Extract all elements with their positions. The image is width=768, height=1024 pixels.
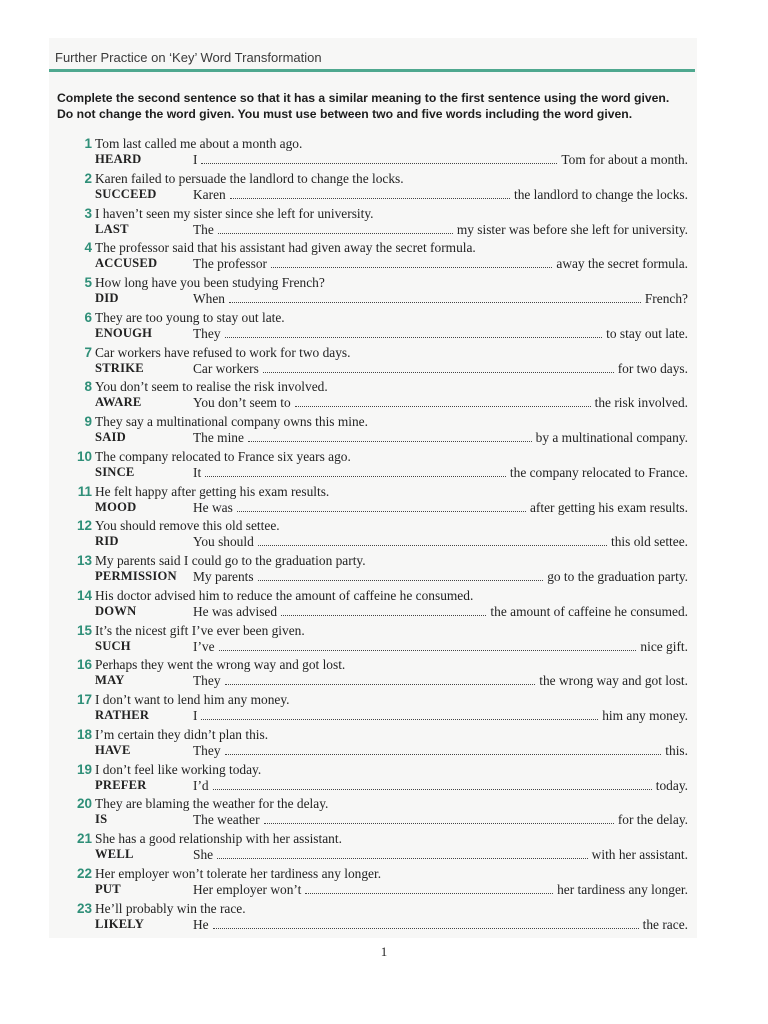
exercise-item bbox=[0, 345, 768, 380]
answer-sentence bbox=[193, 361, 688, 377]
answer-row bbox=[0, 465, 768, 482]
question-row bbox=[0, 623, 768, 640]
answer-blank[interactable] bbox=[263, 361, 614, 373]
answer-row bbox=[0, 882, 768, 899]
answer-end: to stay out late. bbox=[606, 325, 688, 341]
answer-end: the company relocated to France. bbox=[509, 464, 688, 480]
item-number: 15 bbox=[76, 622, 92, 638]
answer-end: the race. bbox=[642, 916, 688, 932]
question-text: The professor said that his assistant had given away the secret formula. bbox=[95, 240, 476, 256]
exercise-item bbox=[0, 692, 768, 727]
answer-start: They bbox=[193, 673, 221, 689]
answer-sentence bbox=[193, 222, 688, 238]
answer-row bbox=[0, 256, 768, 273]
question-text: My parents said I could go to the graduation party. bbox=[95, 553, 366, 568]
answer-row bbox=[0, 187, 768, 204]
answer-end: away the secret formula. bbox=[556, 256, 688, 272]
key-word: LIKELY bbox=[95, 916, 145, 931]
answer-start: The weather bbox=[193, 812, 260, 828]
answer-sentence bbox=[193, 534, 688, 550]
answer-start: He was advised bbox=[193, 603, 278, 619]
answer-end: the amount of caffeine he consumed. bbox=[490, 603, 688, 619]
answer-blank[interactable] bbox=[264, 812, 614, 824]
item-number: 20 bbox=[76, 796, 92, 812]
question-row bbox=[0, 796, 768, 813]
question-row bbox=[0, 866, 768, 883]
key-word: PREFER bbox=[95, 777, 147, 792]
instructions bbox=[57, 90, 697, 122]
answer-blank[interactable] bbox=[225, 743, 662, 755]
key-word: SUCCEED bbox=[95, 186, 157, 201]
answer-blank[interactable] bbox=[218, 222, 453, 234]
answer-row bbox=[0, 222, 768, 239]
exercise-item bbox=[0, 136, 768, 171]
item-number: 14 bbox=[76, 587, 92, 603]
item-number: 5 bbox=[84, 275, 92, 290]
item-number: 7 bbox=[84, 344, 92, 360]
answer-sentence bbox=[193, 847, 688, 863]
key-word: PERMISSION bbox=[95, 569, 177, 583]
answer-row bbox=[0, 917, 768, 934]
answer-end: the landlord to change the locks. bbox=[513, 186, 688, 202]
question-text: Karen failed to persuade the landlord to change the locks. bbox=[95, 170, 404, 186]
question-text: They are too young to stay out late. bbox=[95, 309, 285, 325]
answer-end: by a multinational company. bbox=[535, 430, 688, 445]
key-word: ACCUSED bbox=[95, 256, 158, 271]
key-word: DOWN bbox=[95, 603, 137, 618]
key-word: DID bbox=[95, 291, 119, 305]
header-divider bbox=[49, 69, 695, 72]
question-row bbox=[0, 449, 768, 466]
answer-start: The mine bbox=[193, 430, 244, 445]
question-text: He felt happy after getting his exam results. bbox=[95, 483, 330, 499]
question-row bbox=[0, 762, 768, 779]
exercise-item bbox=[0, 657, 768, 692]
answer-row bbox=[0, 534, 768, 551]
answer-start: She bbox=[193, 847, 214, 862]
item-number: 2 bbox=[84, 170, 92, 186]
answer-end: for two days. bbox=[617, 360, 688, 376]
item-number: 3 bbox=[84, 205, 92, 221]
key-word: RID bbox=[95, 534, 119, 549]
answer-row bbox=[0, 291, 768, 308]
item-number: 16 bbox=[76, 657, 92, 673]
exercise-item bbox=[0, 449, 768, 484]
question-text: Perhaps they went the wrong way and got lost. bbox=[95, 657, 346, 673]
answer-sentence bbox=[193, 917, 688, 933]
instructions-line-1: Complete the second sentence so that it has a similar meaning to the first sentence using the word given. bbox=[57, 91, 670, 105]
item-number: 6 bbox=[84, 309, 92, 325]
key-word: STRIKE bbox=[95, 360, 144, 375]
answer-blank[interactable] bbox=[271, 256, 552, 268]
exercise-item bbox=[0, 727, 768, 762]
answer-start: I’ve bbox=[193, 638, 215, 654]
item-number: 11 bbox=[77, 483, 92, 499]
question-row bbox=[0, 518, 768, 535]
answer-end: Tom for about a month. bbox=[561, 152, 688, 167]
question-text: It’s the nicest gift I’ve ever been given. bbox=[95, 622, 305, 638]
answer-end: French? bbox=[644, 291, 688, 306]
question-row bbox=[0, 275, 768, 292]
exercise-item bbox=[0, 796, 768, 831]
question-text: Tom last called me about a month ago. bbox=[95, 136, 303, 151]
question-text: Her employer won’t tolerate her tardiness any longer. bbox=[95, 865, 382, 881]
question-text: I’m certain they didn’t plan this. bbox=[95, 726, 269, 742]
answer-blank[interactable] bbox=[248, 430, 532, 442]
answer-start: You should bbox=[193, 534, 254, 550]
answer-blank[interactable] bbox=[205, 465, 506, 477]
answer-blank[interactable] bbox=[213, 917, 639, 929]
exercise-item bbox=[0, 588, 768, 623]
question-text: He’ll probably win the race. bbox=[95, 900, 246, 916]
answer-end: with her assistant. bbox=[591, 847, 688, 862]
item-number: 23 bbox=[76, 900, 92, 916]
question-row bbox=[0, 484, 768, 501]
answer-row bbox=[0, 812, 768, 829]
exercise-item bbox=[0, 901, 768, 936]
answer-blank[interactable] bbox=[258, 534, 607, 546]
answer-end: nice gift. bbox=[640, 638, 688, 654]
question-text: How long have you been studying French? bbox=[95, 275, 325, 290]
question-row bbox=[0, 379, 768, 396]
question-row bbox=[0, 240, 768, 257]
answer-end: for the delay. bbox=[617, 812, 688, 828]
key-word: SUCH bbox=[95, 638, 131, 653]
question-row bbox=[0, 588, 768, 605]
question-text: I haven’t seen my sister since she left for university. bbox=[95, 205, 374, 221]
key-word: PUT bbox=[95, 881, 121, 896]
answer-end: today. bbox=[655, 777, 688, 793]
answer-sentence bbox=[193, 152, 688, 168]
answer-sentence bbox=[193, 604, 688, 620]
question-row bbox=[0, 414, 768, 431]
answer-sentence bbox=[193, 187, 688, 203]
question-text: They are blaming the weather for the delay. bbox=[95, 796, 329, 812]
item-number: 19 bbox=[76, 761, 92, 777]
answer-start: My parents bbox=[193, 569, 254, 584]
question-text: You don’t seem to realise the risk involved. bbox=[95, 379, 328, 395]
answer-end: the wrong way and got lost. bbox=[539, 673, 688, 689]
answer-start: I bbox=[193, 152, 198, 167]
answer-sentence bbox=[193, 882, 688, 898]
answer-sentence bbox=[193, 395, 688, 411]
answer-blank[interactable] bbox=[230, 187, 510, 199]
answer-start: They bbox=[193, 742, 221, 758]
answer-start: The professor bbox=[193, 256, 267, 272]
answer-blank[interactable] bbox=[201, 708, 598, 720]
question-row bbox=[0, 553, 768, 570]
answer-blank[interactable] bbox=[225, 673, 536, 685]
answer-row bbox=[0, 152, 768, 169]
exercise-item bbox=[0, 275, 768, 310]
exercise-item bbox=[0, 623, 768, 658]
exercise-item bbox=[0, 310, 768, 345]
key-word: MOOD bbox=[95, 499, 137, 514]
item-number: 17 bbox=[76, 692, 92, 707]
question-row bbox=[0, 136, 768, 153]
answer-row bbox=[0, 500, 768, 517]
key-word: LAST bbox=[95, 221, 129, 236]
key-word: AWARE bbox=[95, 395, 142, 410]
question-text: She has a good relationship with her assistant. bbox=[95, 831, 342, 846]
question-text: You should remove this old settee. bbox=[95, 518, 280, 534]
item-number: 13 bbox=[76, 553, 92, 568]
exercise-item bbox=[0, 484, 768, 519]
question-row bbox=[0, 310, 768, 327]
key-word: RATHER bbox=[95, 708, 150, 722]
answer-sentence bbox=[193, 326, 688, 342]
question-row bbox=[0, 345, 768, 362]
answer-blank[interactable] bbox=[237, 500, 526, 512]
answer-sentence bbox=[193, 708, 688, 724]
answer-row bbox=[0, 361, 768, 378]
key-word: SAID bbox=[95, 430, 126, 444]
question-row bbox=[0, 831, 768, 848]
question-text: I don’t feel like working today. bbox=[95, 761, 262, 777]
answer-sentence bbox=[193, 743, 688, 759]
answer-sentence bbox=[193, 569, 688, 585]
answer-start: Car workers bbox=[193, 360, 259, 376]
answer-start: I’d bbox=[193, 777, 209, 793]
answer-start: It bbox=[193, 464, 202, 480]
answer-start: Her employer won’t bbox=[193, 881, 302, 897]
answer-sentence bbox=[193, 430, 688, 446]
answer-end: my sister was before she left for university. bbox=[456, 221, 688, 237]
answer-blank[interactable] bbox=[229, 291, 641, 303]
answer-row bbox=[0, 778, 768, 795]
exercise-item bbox=[0, 831, 768, 866]
key-word: HEARD bbox=[95, 152, 142, 166]
answer-end: this old settee. bbox=[611, 534, 688, 550]
item-number: 4 bbox=[84, 240, 92, 256]
answer-start: They bbox=[193, 325, 221, 341]
answer-row bbox=[0, 639, 768, 656]
answer-blank[interactable] bbox=[219, 639, 637, 651]
key-word: HAVE bbox=[95, 742, 131, 757]
question-text: They say a multinational company owns this mine. bbox=[95, 414, 368, 429]
answer-sentence bbox=[193, 812, 688, 828]
answer-row bbox=[0, 326, 768, 343]
answer-start: The bbox=[193, 221, 214, 237]
answer-start: I bbox=[193, 708, 198, 723]
question-row bbox=[0, 692, 768, 709]
exercise-item bbox=[0, 379, 768, 414]
answer-sentence bbox=[193, 500, 688, 516]
answer-blank[interactable] bbox=[281, 604, 486, 616]
key-word: SINCE bbox=[95, 464, 135, 479]
exercise-item bbox=[0, 171, 768, 206]
answer-row bbox=[0, 673, 768, 690]
question-text: I don’t want to lend him any money. bbox=[95, 692, 290, 707]
answer-end: go to the graduation party. bbox=[547, 569, 688, 584]
item-number: 21 bbox=[76, 831, 92, 846]
answer-row bbox=[0, 569, 768, 586]
answer-end: this. bbox=[665, 742, 688, 758]
question-row bbox=[0, 171, 768, 188]
question-text: Car workers have refused to work for two days. bbox=[95, 344, 351, 360]
answer-start: When bbox=[193, 291, 225, 306]
answer-blank[interactable] bbox=[225, 326, 603, 338]
answer-end: after getting his exam results. bbox=[529, 499, 688, 515]
answer-end: him any money. bbox=[602, 708, 688, 723]
answer-start: You don’t seem to bbox=[193, 395, 291, 411]
answer-row bbox=[0, 847, 768, 864]
answer-sentence bbox=[193, 673, 688, 689]
question-row bbox=[0, 727, 768, 744]
answer-row bbox=[0, 430, 768, 447]
answer-blank[interactable] bbox=[295, 395, 591, 407]
answer-blank[interactable] bbox=[217, 847, 588, 859]
instructions-line-2: Do not change the word given. You must use between two and five words including the word given. bbox=[57, 107, 633, 121]
answer-row bbox=[0, 395, 768, 412]
key-word: IS bbox=[95, 812, 108, 827]
exercise-item bbox=[0, 414, 768, 449]
question-text: His doctor advised him to reduce the amount of caffeine he consumed. bbox=[95, 587, 474, 603]
exercise-item bbox=[0, 762, 768, 797]
answer-sentence bbox=[193, 256, 688, 272]
exercise-item bbox=[0, 206, 768, 241]
answer-sentence bbox=[193, 639, 688, 655]
exercise-item bbox=[0, 866, 768, 901]
key-word: ENOUGH bbox=[95, 325, 153, 340]
exercise-item bbox=[0, 553, 768, 588]
answer-row bbox=[0, 743, 768, 760]
item-number: 9 bbox=[84, 414, 92, 429]
answer-end: the risk involved. bbox=[594, 395, 688, 411]
exercise-item bbox=[0, 240, 768, 275]
answer-start: He was bbox=[193, 499, 233, 515]
page-header-title: Further Practice on ‘Key’ Word Transformation bbox=[55, 50, 322, 65]
answer-row bbox=[0, 604, 768, 621]
item-number: 22 bbox=[76, 865, 92, 881]
question-row bbox=[0, 657, 768, 674]
answer-sentence bbox=[193, 778, 688, 794]
item-number: 1 bbox=[84, 136, 92, 151]
answer-blank[interactable] bbox=[201, 152, 557, 164]
answer-blank[interactable] bbox=[305, 882, 553, 894]
answer-sentence bbox=[193, 291, 688, 307]
question-row bbox=[0, 206, 768, 223]
answer-start: Karen bbox=[193, 186, 226, 202]
exercise-item bbox=[0, 518, 768, 553]
item-number: 12 bbox=[76, 518, 92, 534]
answer-end: her tardiness any longer. bbox=[557, 881, 688, 897]
answer-blank[interactable] bbox=[258, 569, 544, 581]
answer-blank[interactable] bbox=[213, 778, 652, 790]
item-number: 18 bbox=[76, 726, 92, 742]
question-text: The company relocated to France six years ago. bbox=[95, 448, 351, 464]
exercise-list bbox=[0, 136, 768, 935]
item-number: 10 bbox=[76, 448, 92, 464]
answer-row bbox=[0, 708, 768, 725]
key-word: WELL bbox=[95, 847, 134, 861]
item-number: 8 bbox=[84, 379, 92, 395]
answer-sentence bbox=[193, 465, 688, 481]
page-number: 1 bbox=[380, 944, 388, 959]
question-row bbox=[0, 901, 768, 918]
key-word: MAY bbox=[95, 673, 125, 688]
answer-start: He bbox=[193, 916, 209, 932]
